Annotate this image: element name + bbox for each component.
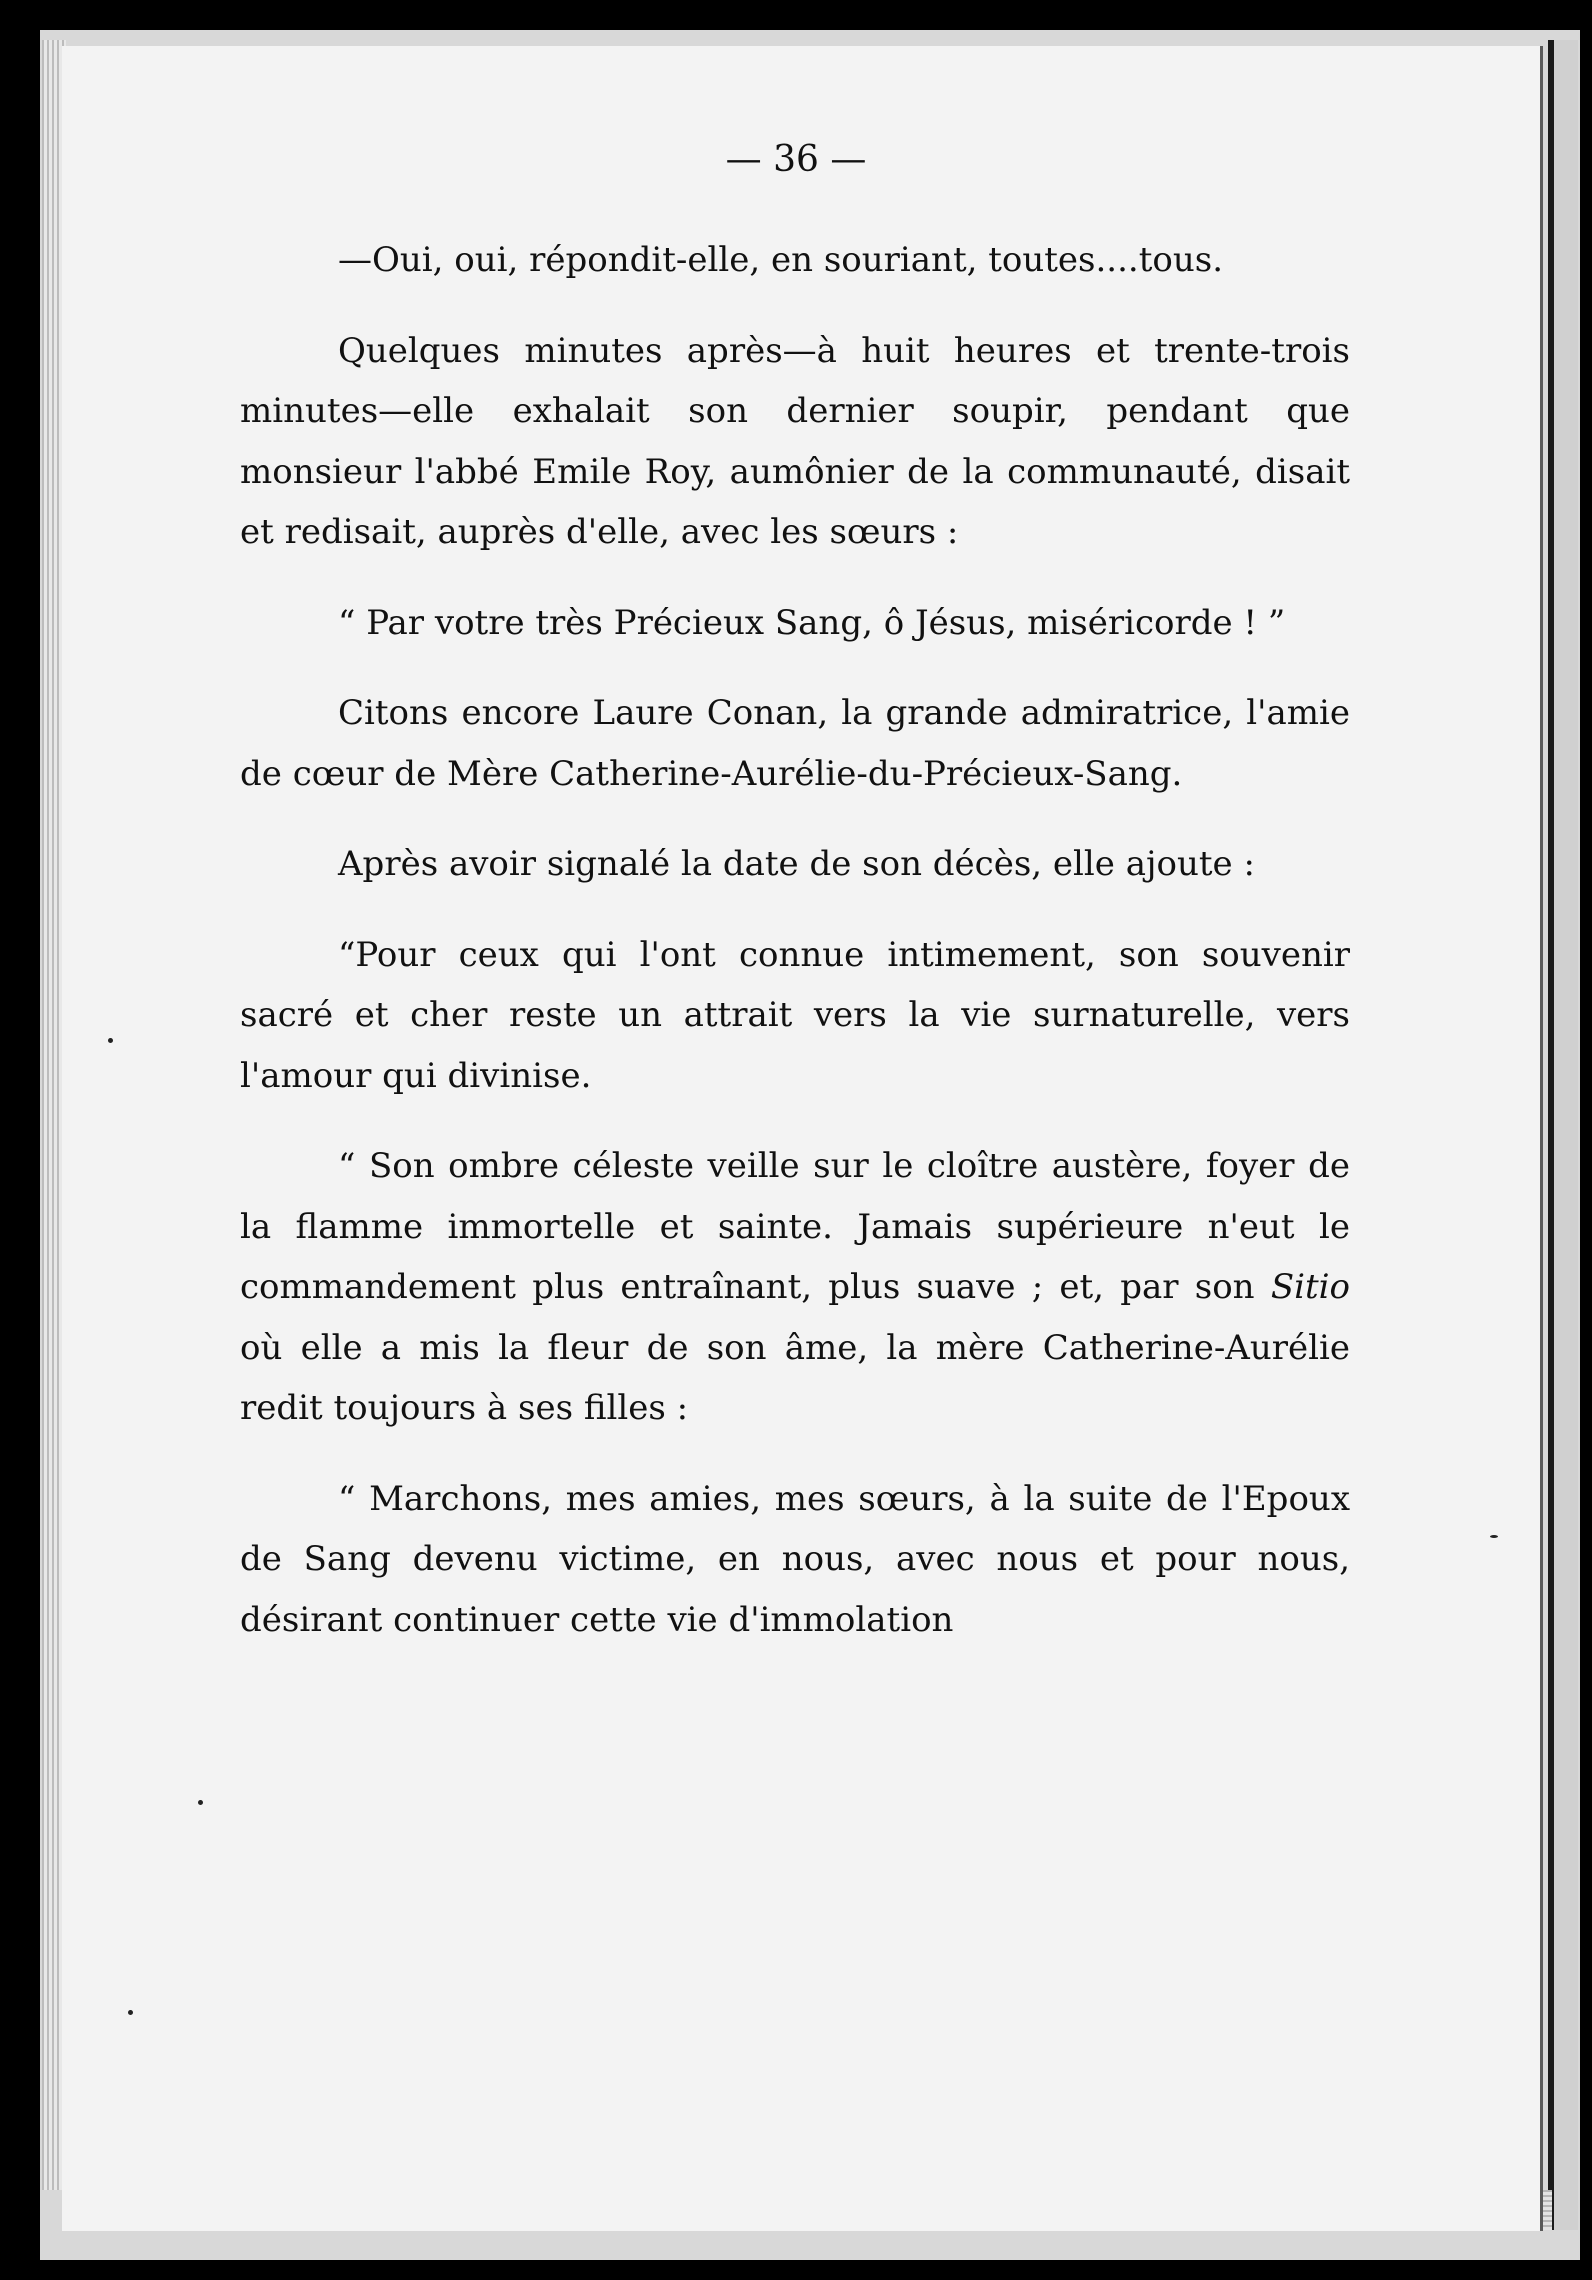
paragraph-text: où elle a mis la fleur de son âme, la mère Catherine-Aurélie redit toujours à ses filles :	[240, 1327, 1350, 1428]
scan-speck	[108, 1038, 113, 1043]
paragraph: “ Marchons, mes amies, mes sœurs, à la suite de l'Epoux de Sang devenu victime, en nous, avec nous et pour nous, désirant continuer cette vie d'immolation	[240, 1478, 1350, 1640]
scan-speck	[128, 2010, 133, 2015]
page-edges-right	[1548, 40, 1578, 2230]
body-text	[240, 230, 1350, 1680]
italic-word: Sitio	[1270, 1267, 1350, 1307]
paragraph: —Oui, oui, répondit-elle, en souriant, toutes....tous.	[338, 240, 1224, 280]
paragraph: “Pour ceux qui l'ont connue intimement, son souvenir sacré et cher reste un attrait vers la vie surnaturelle, vers l'amour qui divinise.	[240, 934, 1350, 1096]
paragraph	[240, 1136, 1350, 1439]
paragraph: Citons encore Laure Conan, la grande admiratrice, l'amie de cœur de Mère Catherine-Aurélie-du-Précieux-Sang.	[240, 693, 1350, 794]
scan-speck	[1490, 1535, 1498, 1538]
paragraph: Quelques minutes après—à huit heures et trente-trois minutes—elle exhalait son dernier soupir, pendant que monsieur l'abbé Emile Roy, aumônier de la communauté, disait et redisait, auprès d'elle, avec les sœurs :	[240, 330, 1350, 552]
paragraph: “ Par votre très Précieux Sang, ô Jésus, miséricorde ! ”	[338, 602, 1286, 643]
page-number: — 36 —	[725, 139, 867, 180]
paragraph: Après avoir signalé la date de son décès, elle ajoute :	[338, 844, 1255, 884]
paragraph-text: “ Son ombre céleste veille sur le cloître austère, foyer de la flamme immortelle et sainte. Jamais supérieure n'eut le commandement plus entraînant, plus suave ; et, par son	[240, 1146, 1350, 1307]
scan-speck	[198, 1800, 203, 1805]
